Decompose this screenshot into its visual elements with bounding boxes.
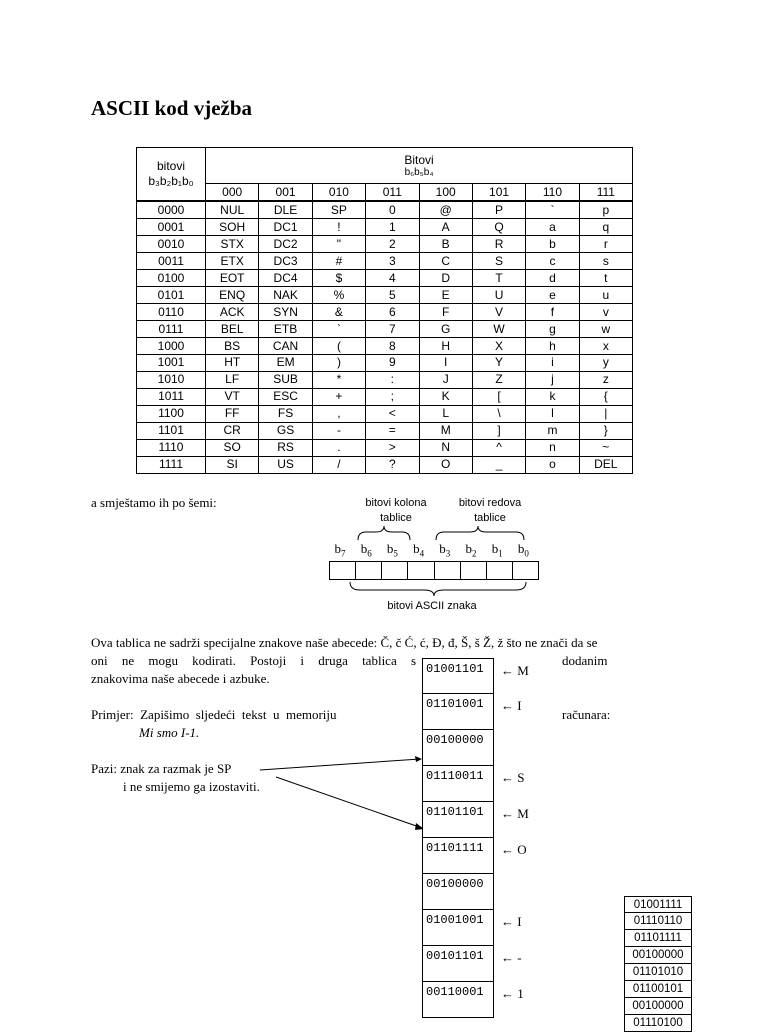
table-cell: ;: [366, 388, 419, 405]
table-cell: m: [526, 422, 579, 439]
table-cell: STX: [206, 236, 259, 253]
example-right: računara:: [562, 707, 611, 722]
table-cell: |: [579, 405, 632, 422]
table-cell: d: [526, 270, 579, 287]
table-cell: -: [312, 422, 365, 439]
table-row: [137, 270, 633, 287]
table-cell: ENQ: [206, 287, 259, 304]
row-code: 0111: [137, 321, 206, 338]
page-title: ASCII kod vježba: [91, 96, 253, 120]
bit-label: $b_7$: [334, 541, 346, 559]
table-cell: EOT: [206, 270, 259, 287]
table-cell: =: [366, 422, 419, 439]
memory-letter: ← M: [501, 806, 529, 821]
table-cell: S: [472, 253, 525, 270]
arrow-to-space-2: [276, 777, 422, 828]
table-cell: FS: [259, 405, 312, 422]
table-cell: j: [526, 371, 579, 388]
table-cell: A: [419, 219, 472, 236]
column-code: 110: [526, 184, 579, 202]
table-cell: r: [579, 236, 632, 253]
scheme-intro: a smještamo ih po šemi:: [91, 495, 217, 510]
table-cell: US: [259, 456, 312, 473]
table-cell: CAN: [259, 338, 312, 355]
example-label: Primjer: Zapišimo sljedeći tekst u memoriju: [91, 707, 337, 722]
table-cell: (: [312, 338, 365, 355]
label-row-bits: bitovi redova tablice: [458, 497, 522, 524]
row-code: 1101: [137, 422, 206, 439]
table-cell: s: [579, 253, 632, 270]
paragraph-line-2: oni ne mogu kodirati. Postoji i druga tablica s: [91, 653, 416, 668]
table-cell: [: [472, 388, 525, 405]
binary-cell: 00100000: [624, 998, 692, 1015]
header-bitovi-col: Bitovi b₆b₅b₄: [206, 148, 633, 184]
binary-cell: 01001111: [624, 896, 692, 913]
table-cell: n: [526, 439, 579, 456]
table-row: [137, 236, 633, 253]
note-line-1: Pazi: znak za razmak je SP: [91, 761, 232, 776]
bit-box: [408, 562, 434, 579]
table-row: [137, 253, 633, 270]
memory-bits: 01101111: [426, 841, 484, 855]
column-code: 010: [312, 184, 365, 202]
memory-cell: [422, 946, 522, 982]
table-row: [137, 439, 633, 456]
paragraph-line-1: Ova tablica ne sadrži specijalne znakove naše abecede: Č, č Ć, ć, Đ, đ, Š, š Ž, ž što ne znači da se: [91, 635, 598, 650]
memory-cell: [422, 766, 525, 802]
memory-bits: 00100000: [426, 877, 484, 891]
column-code: 000: [206, 184, 259, 202]
table-cell: O: [419, 456, 472, 473]
table-cell: 5: [366, 287, 419, 304]
table-cell: DC3: [259, 253, 312, 270]
bit-box: [487, 562, 513, 579]
table-cell: c: [526, 253, 579, 270]
table-cell: u: [579, 287, 632, 304]
bit-box: [356, 562, 382, 579]
table-cell: E: [419, 287, 472, 304]
table-cell: ESC: [259, 388, 312, 405]
column-code: 111: [579, 184, 632, 202]
table-cell: SP: [312, 201, 365, 219]
table-cell: ,: [312, 405, 365, 422]
arrowhead-1: [415, 756, 422, 762]
memory-letter: ← I: [501, 914, 522, 929]
row-code: 1100: [137, 405, 206, 422]
table-cell: #: [312, 253, 365, 270]
memory-column: [422, 658, 529, 1018]
table-cell: z: [579, 371, 632, 388]
bit-box: [382, 562, 408, 579]
label-ascii-bits: bitovi ASCII znaka: [387, 600, 477, 612]
table-cell: Z: [472, 371, 525, 388]
table-row: [137, 456, 633, 473]
table-cell: l: [526, 405, 579, 422]
table-cell: G: [419, 321, 472, 338]
table-cell: U: [472, 287, 525, 304]
memory-cell: [422, 802, 529, 838]
binary-cell: 01100101: [624, 981, 692, 998]
table-cell: X: [472, 338, 525, 355]
memory-cell: [422, 694, 522, 730]
table-cell: I: [419, 355, 472, 372]
table-cell: W: [472, 321, 525, 338]
table-cell: @: [419, 201, 472, 219]
row-code: 1010: [137, 371, 206, 388]
table-cell: SO: [206, 439, 259, 456]
table-cell: ETB: [259, 321, 312, 338]
table-cell: VT: [206, 388, 259, 405]
bit-boxes: [329, 561, 539, 580]
example-text: Mi smo I-1.: [139, 725, 200, 740]
table-cell: J: [419, 371, 472, 388]
row-code: 0110: [137, 304, 206, 321]
table-cell: ^: [472, 439, 525, 456]
table-cell: /: [312, 456, 365, 473]
memory-letter: ← S: [501, 770, 525, 785]
table-row: [137, 405, 633, 422]
row-code: 0011: [137, 253, 206, 270]
table-cell: BS: [206, 338, 259, 355]
memory-bits: 01001101: [426, 662, 484, 676]
row-code: 0000: [137, 201, 206, 219]
row-code: 1110: [137, 439, 206, 456]
table-cell: RS: [259, 439, 312, 456]
brace-all: [350, 582, 526, 596]
table-cell: x: [579, 338, 632, 355]
table-cell: ): [312, 355, 365, 372]
table-cell: Y: [472, 355, 525, 372]
table-cell: DC1: [259, 219, 312, 236]
memory-cell: [422, 910, 522, 946]
table-cell: 0: [366, 201, 419, 219]
table-row: [137, 321, 633, 338]
table-cell: }: [579, 422, 632, 439]
brace-rows: [436, 526, 524, 540]
table-cell: 4: [366, 270, 419, 287]
table-cell: BEL: [206, 321, 259, 338]
table-cell: k: [526, 388, 579, 405]
table-row: [137, 287, 633, 304]
memory-bits: 01001001: [426, 913, 484, 927]
memory-cell: [422, 730, 494, 766]
table-cell: N: [419, 439, 472, 456]
table-cell: +: [312, 388, 365, 405]
table-cell: C: [419, 253, 472, 270]
table-cell: GS: [259, 422, 312, 439]
label-column-bits: bitovi kolona tablice: [365, 497, 427, 524]
memory-letter: ← 1: [501, 986, 524, 1001]
binary-cell: 00100000: [624, 947, 692, 964]
table-cell: ?: [366, 456, 419, 473]
table-cell: 1: [366, 219, 419, 236]
row-code: 0101: [137, 287, 206, 304]
memory-bits: 00110001: [426, 985, 484, 999]
row-code: 0010: [137, 236, 206, 253]
table-row: [137, 371, 633, 388]
table-cell: H: [419, 338, 472, 355]
table-cell: ACK: [206, 304, 259, 321]
table-cell: HT: [206, 355, 259, 372]
table-cell: !: [312, 219, 365, 236]
binary-cell: 01101111: [624, 930, 692, 947]
table-cell: \: [472, 405, 525, 422]
bit-box: [513, 562, 538, 579]
table-cell: K: [419, 388, 472, 405]
table-cell: <: [366, 405, 419, 422]
bit-box: [461, 562, 487, 579]
bit-label: $b_3$: [439, 541, 451, 559]
table-cell: 2: [366, 236, 419, 253]
table-cell: 3: [366, 253, 419, 270]
table-cell: q: [579, 219, 632, 236]
table-cell: 6: [366, 304, 419, 321]
table-cell: h: [526, 338, 579, 355]
table-cell: *: [312, 371, 365, 388]
table-cell: $: [312, 270, 365, 287]
table-row: [137, 422, 633, 439]
table-cell: i: [526, 355, 579, 372]
table-cell: ETX: [206, 253, 259, 270]
column-code: 011: [366, 184, 419, 202]
table-cell: SUB: [259, 371, 312, 388]
binary-cell: 01101010: [624, 964, 692, 981]
table-cell: a: [526, 219, 579, 236]
table-row: [137, 388, 633, 405]
table-cell: DC2: [259, 236, 312, 253]
table-cell: t: [579, 270, 632, 287]
bit-label: $b_1$: [491, 541, 503, 559]
note-line-2: i ne smijemo ga izostaviti.: [123, 779, 260, 794]
table-cell: FF: [206, 405, 259, 422]
binary-column: [624, 896, 692, 1032]
header-bitovi-row: bitovi b₃b₂b₁b₀: [137, 148, 206, 202]
table-row: [137, 338, 633, 355]
memory-bits: 01110011: [426, 769, 484, 783]
row-code: 1001: [137, 355, 206, 372]
table-cell: SI: [206, 456, 259, 473]
table-cell: DC4: [259, 270, 312, 287]
table-cell: DEL: [579, 456, 632, 473]
table-cell: g: [526, 321, 579, 338]
table-cell: Q: [472, 219, 525, 236]
table-cell: e: [526, 287, 579, 304]
row-code: 1111: [137, 456, 206, 473]
table-cell: NAK: [259, 287, 312, 304]
table-cell: V: [472, 304, 525, 321]
table-cell: `: [312, 321, 365, 338]
memory-cell: [422, 838, 527, 874]
table-cell: %: [312, 287, 365, 304]
table-cell: w: [579, 321, 632, 338]
table-row: [137, 355, 633, 372]
memory-cell: [422, 874, 494, 910]
table-cell: .: [312, 439, 365, 456]
bit-label: $b_5$: [386, 541, 398, 559]
paragraph-line-3: znakovima naše abecede i azbuke.: [91, 671, 270, 686]
table-cell: ~: [579, 439, 632, 456]
table-cell: R: [472, 236, 525, 253]
column-code: 101: [472, 184, 525, 202]
bit-label: $b_2$: [465, 541, 477, 559]
ascii-table: [136, 147, 633, 474]
memory-bits: 01101101: [426, 805, 484, 819]
row-code: 1000: [137, 338, 206, 355]
memory-letter: ← -: [501, 950, 522, 965]
table-row: [137, 304, 633, 321]
table-cell: B: [419, 236, 472, 253]
memory-letter: ← M: [501, 663, 529, 678]
table-cell: ]: [472, 422, 525, 439]
table-cell: &: [312, 304, 365, 321]
table-cell: 9: [366, 355, 419, 372]
bit-box: [435, 562, 461, 579]
table-cell: 7: [366, 321, 419, 338]
table-cell: o: [526, 456, 579, 473]
table-cell: P: [472, 201, 525, 219]
table-cell: _: [472, 456, 525, 473]
table-cell: 8: [366, 338, 419, 355]
table-cell: F: [419, 304, 472, 321]
table-cell: ": [312, 236, 365, 253]
table-cell: M: [419, 422, 472, 439]
memory-letter: ← O: [501, 842, 527, 857]
column-code: 001: [259, 184, 312, 202]
table-cell: {: [579, 388, 632, 405]
column-code: 100: [419, 184, 472, 202]
paragraph-line-2-right: dodanim: [562, 653, 608, 668]
row-code: 0001: [137, 219, 206, 236]
table-cell: y: [579, 355, 632, 372]
bit-label: $b_4$: [413, 541, 425, 559]
table-cell: v: [579, 304, 632, 321]
table-cell: DLE: [259, 201, 312, 219]
table-cell: LF: [206, 371, 259, 388]
table-cell: `: [526, 201, 579, 219]
table-cell: SYN: [259, 304, 312, 321]
memory-letter: ← I: [501, 698, 522, 713]
memory-bits: 00101101: [426, 949, 484, 963]
bit-box: [330, 562, 356, 579]
table-row: [137, 201, 633, 219]
table-cell: D: [419, 270, 472, 287]
arrow-to-space-1: [260, 759, 420, 770]
table-cell: b: [526, 236, 579, 253]
table-cell: EM: [259, 355, 312, 372]
bit-label: $b_0$: [517, 541, 529, 559]
table-cell: T: [472, 270, 525, 287]
memory-bits: 00100000: [426, 733, 484, 747]
table-cell: CR: [206, 422, 259, 439]
brace-columns: [358, 526, 410, 540]
pointer-arrows: [250, 755, 430, 835]
table-cell: >: [366, 439, 419, 456]
memory-bits: 01101001: [426, 697, 484, 711]
table-cell: NUL: [206, 201, 259, 219]
table-cell: :: [366, 371, 419, 388]
binary-cell: 01110110: [624, 913, 692, 930]
memory-cell: [422, 982, 524, 1018]
row-code: 1011: [137, 388, 206, 405]
memory-cell: [422, 658, 529, 694]
binary-cell: 01110100: [624, 1015, 692, 1032]
table-cell: p: [579, 201, 632, 219]
row-code: 0100: [137, 270, 206, 287]
table-row: [137, 219, 633, 236]
table-cell: f: [526, 304, 579, 321]
table-cell: SOH: [206, 219, 259, 236]
table-cell: L: [419, 405, 472, 422]
bit-label: $b_6$: [360, 541, 372, 559]
